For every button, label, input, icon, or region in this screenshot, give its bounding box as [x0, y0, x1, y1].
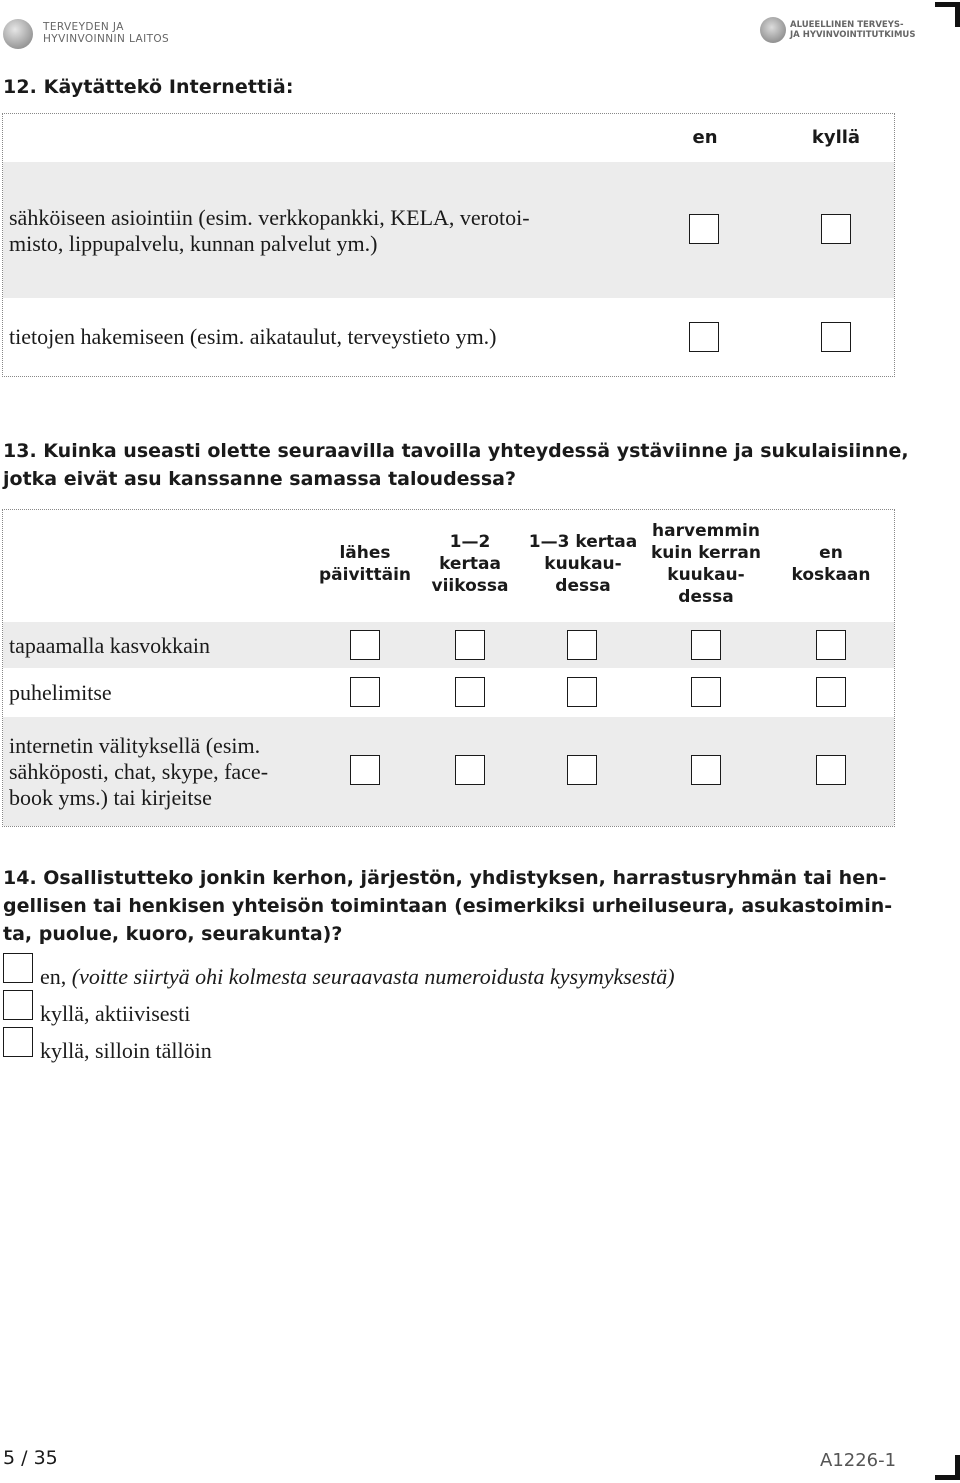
q14-option-1-label: en,	[40, 964, 67, 989]
q13-row-1-checkbox-2[interactable]	[455, 630, 485, 660]
q12-row-1-checkbox-kylla[interactable]	[821, 214, 851, 244]
q13-row-3-line2: sähköposti, chat, skype, face-	[9, 759, 269, 784]
q14-title-line2: gellisen tai henkisen yhteisön toimintaan (esimerkiksi urheiluseura, asukastoimin-	[3, 895, 893, 917]
q13-row-3-checkbox-5[interactable]	[816, 755, 846, 785]
q14-option-3-label: kyllä, silloin tällöin	[40, 1038, 212, 1063]
q13-row-3-checkbox-4[interactable]	[691, 755, 721, 785]
q13-row-2-checkbox-2[interactable]	[455, 677, 485, 707]
q13-row-2-checkbox-4[interactable]	[691, 677, 721, 707]
ath-logo	[760, 15, 930, 45]
ath-logo-line2: JA HYVINVOINTITUTKIMUS	[790, 30, 916, 40]
form-code: A1226-1	[820, 1450, 897, 1471]
q14-option-2-label: kyllä, aktiivisesti	[40, 1001, 191, 1026]
q13-title-line1: 13. Kuinka useasti olette seuraavilla tavoilla yhteydessä ystäviinne ja sukulaisiinne,	[3, 440, 909, 462]
q12-row-1-line1: sähköiseen asiointiin (esim. verkkopankki, KELA, verotoi-	[9, 205, 530, 230]
q13-title-line2: jotka eivät asu kanssanne samassa taloudessa?	[3, 468, 517, 490]
q13-row-3-line3: book yms.) tai kirjeitse	[9, 785, 212, 810]
q13-col-3-header: 1—3 kertaa kuukau- dessa	[528, 532, 638, 596]
q13-row-1-checkbox-3[interactable]	[567, 630, 597, 660]
q13-row-3-label	[9, 733, 329, 811]
q13-row-2-checkbox-5[interactable]	[816, 677, 846, 707]
q13-col-4-header: harvemmin kuin kerran kuukau- dessa	[651, 521, 761, 607]
q13-row-3-line1: internetin välityksellä (esim.	[9, 733, 261, 758]
q14-option-1-checkbox[interactable]	[3, 953, 33, 983]
q14-title-line1: 14. Osallistutteko jonkin kerhon, järjestön, yhdistyksen, harrastusryhmän tai hen-	[3, 867, 887, 889]
ath-logo-line1: ALUEELLINEN TERVEYS-	[790, 20, 904, 30]
ath-logo-mark	[760, 17, 786, 43]
q13-row-1-label: tapaamalla kasvokkain	[9, 633, 210, 658]
q14-option-1-note: (voitte siirtyä ohi kolmesta seuraavasta numeroidusta kysymyksestä)	[71, 964, 675, 989]
q13-col-2-header: 1—2 kertaa viikossa	[431, 532, 509, 596]
q13-row-3-checkbox-3[interactable]	[567, 755, 597, 785]
q13-row-1-checkbox-1[interactable]	[350, 630, 380, 660]
q12-row-2-label: tietojen hakemiseen (esim. aikataulut, terveystieto ym.)	[9, 324, 497, 349]
q12-title: 12. Käytättekö Internettiä:	[3, 76, 294, 98]
q13-row-1-checkbox-5[interactable]	[816, 630, 846, 660]
corner-mark-bottom-right	[935, 1455, 960, 1480]
q12-row-1-checkbox-en[interactable]	[689, 214, 719, 244]
q13-col-1-header: lähes päivittäin	[318, 543, 412, 585]
q12-row-1-line2: misto, lippupalvelu, kunnan palvelut ym.)	[9, 231, 378, 256]
q13-row-2-checkbox-1[interactable]	[350, 677, 380, 707]
q12-row-2-checkbox-en[interactable]	[689, 322, 719, 352]
q13-col-5-header: en koskaan	[791, 543, 871, 585]
q14-option-1	[40, 964, 675, 990]
q12-row-2-checkbox-kylla[interactable]	[821, 322, 851, 352]
q12-row-1-label	[9, 205, 649, 257]
q13-row-2-label: puhelimitse	[9, 680, 112, 705]
q14-option-3-checkbox[interactable]	[3, 1027, 33, 1057]
q14-title-line3: ta, puolue, kuoro, seurakunta)?	[3, 923, 343, 945]
q14-title	[3, 864, 903, 948]
page-number: 5 / 35	[3, 1447, 58, 1469]
q13-row-1-checkbox-4[interactable]	[691, 630, 721, 660]
q14-option-2-checkbox[interactable]	[3, 990, 33, 1020]
thl-logo-line2: HYVINVOINNIN LAITOS	[43, 33, 170, 45]
corner-mark-top-right	[935, 2, 960, 27]
thl-logo-line1: TERVEYDEN JA	[43, 21, 124, 33]
q13-row-3-checkbox-1[interactable]	[350, 755, 380, 785]
q13-row-3-checkbox-2[interactable]	[455, 755, 485, 785]
thl-logo-mark	[3, 19, 33, 49]
q12-col-en: en	[692, 127, 718, 148]
q13-row-2-checkbox-3[interactable]	[567, 677, 597, 707]
q13-title	[3, 437, 909, 493]
thl-logo	[3, 17, 203, 51]
q12-col-kylla: kyllä	[811, 127, 861, 148]
